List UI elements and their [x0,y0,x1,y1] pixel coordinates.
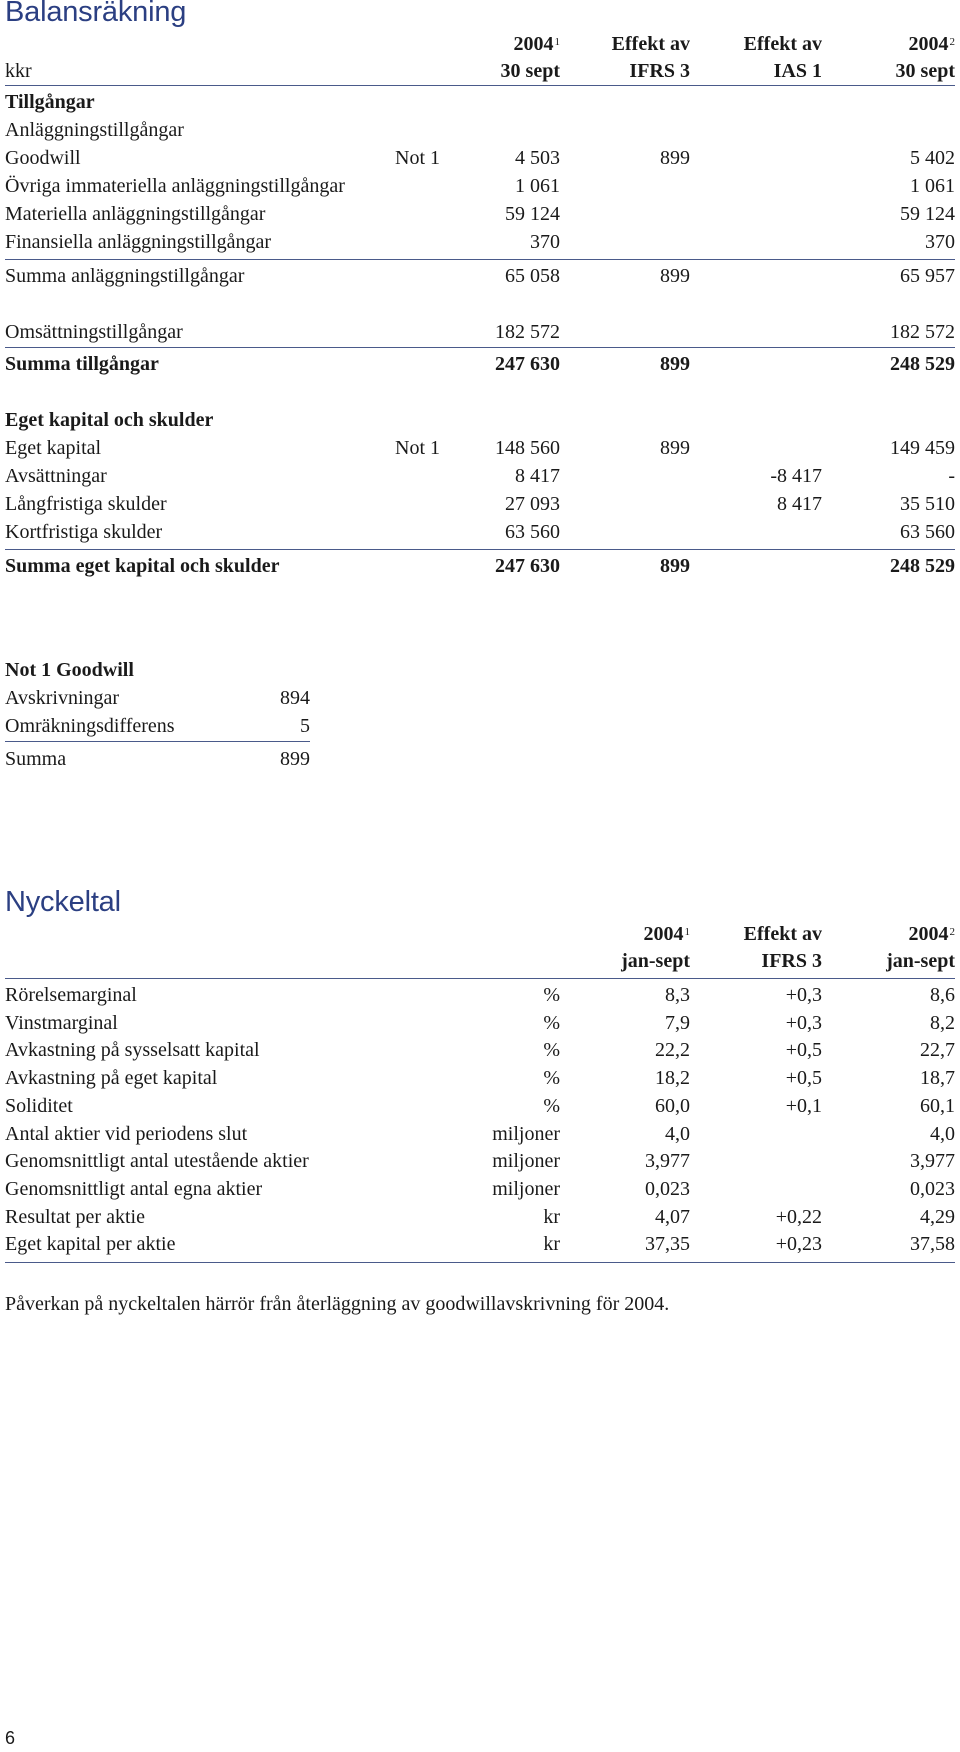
balance-sheet-title: Balansräkning [5,0,187,28]
row-label: Rörelsemarginal [5,984,137,1006]
ratio-unit: % [543,1039,560,1062]
total-row [5,552,955,580]
row-value: 899 [280,748,310,770]
row-label: Eget kapital [5,437,102,459]
row-label: Finansiella anläggningstillgångar [5,231,272,253]
cell-col4: 35 510 [900,493,955,515]
balance-header-row-1 [5,30,955,58]
row-label: Goodwill [5,147,81,169]
cell-col2: +0,22 [775,1205,822,1228]
ratios-col1-footnote-mark: 1 [684,926,690,938]
unit-label: kkr [5,60,32,82]
note1-divider [5,741,310,742]
ratios-header-row-1 [5,920,955,948]
col1-date: 30 sept [500,60,560,82]
cell-col3: 0,023 [910,1177,955,1200]
cell-col4: 248 529 [890,555,955,577]
note-reference: Not 1 [395,147,440,169]
cell-col2: 899 [660,353,690,375]
row-label: Avkastning på eget kapital [5,1067,218,1090]
cell-col1: 60,0 [655,1094,690,1117]
row-label: Omsättningstillgångar [5,321,183,343]
cell-col3: 8,2 [930,1011,955,1034]
ratios-col2-subheader: IFRS 3 [761,950,822,972]
note1-row [5,712,955,740]
table-row [5,200,955,228]
note1-row [5,684,955,712]
table-row [5,172,955,200]
cell-col1: 8,3 [665,984,690,1006]
footnote: Påverkan på nyckeltalen härrör från återläggning av goodwillavskrivning för 2004. [5,1293,670,1315]
row-label: Omräkningsdifferens [5,715,175,737]
col4-footnote-mark: 2 [949,36,955,48]
cell-col1: 37,35 [645,1233,690,1256]
cell-col3: 4,29 [920,1205,955,1228]
cell-col2: 899 [660,437,690,459]
header-divider [5,85,955,86]
total-divider [5,549,955,550]
balance-header-row-2 [5,57,955,85]
cell-col2: +0,5 [785,1067,822,1090]
cell-col1: 4,0 [665,1122,690,1145]
ratio-unit: % [543,1067,560,1090]
table-row [5,518,955,546]
table-row [5,228,955,256]
cell-col2: +0,3 [785,984,822,1006]
table-row [5,318,955,346]
table-row [5,144,955,172]
row-value: 5 [300,715,310,737]
ratio-row [5,1147,955,1175]
ratios-col1-year: 2004 [643,923,684,945]
section-assets-label: Tillgångar [5,91,95,113]
row-label: Summa anläggningstillgångar [5,265,245,287]
cell-col1: 4,07 [655,1205,690,1228]
cell-col1: 59 124 [505,203,560,225]
col2-header: Effekt av [611,33,690,55]
total-divider [5,347,955,348]
cell-col1: 182 572 [495,321,560,343]
section-equity-liabilities-label: Eget kapital och skulder [5,409,214,431]
ratio-row [5,1230,955,1258]
cell-col2: 899 [660,555,690,577]
total-row [5,350,955,378]
ratio-row [5,1203,955,1231]
cell-col1: 4 503 [515,147,560,169]
cell-col1: 247 630 [495,353,560,375]
cell-col1: 3,977 [645,1150,690,1173]
note1-title-row [5,656,955,684]
ratio-row [5,981,955,1009]
cell-col3: -8 417 [770,465,822,487]
ratio-row [5,1120,955,1148]
col4-year: 2004 [908,33,949,55]
row-label: Soliditet [5,1094,73,1117]
cell-col1: 27 093 [505,493,560,515]
cell-col1: 18,2 [655,1067,690,1090]
table-row [5,490,955,518]
cell-col1: 63 560 [505,521,560,543]
cell-col3: 60,1 [920,1094,955,1117]
cell-col2: 899 [660,147,690,169]
ratios-bottom-divider [5,1262,955,1263]
cell-col2: +0,5 [785,1039,822,1062]
row-label: Avsättningar [5,465,107,487]
row-value: 894 [280,687,310,709]
row-label: Kortfristiga skulder [5,521,163,543]
cell-col4: 63 560 [900,521,955,543]
row-label: Summa tillgångar [5,353,159,375]
cell-col1: 22,2 [655,1039,690,1062]
row-label: Avkastning på sysselsatt kapital [5,1039,260,1062]
row-label: Övriga immateriella anläggningstillgångar [5,175,345,197]
row-label: Summa eget kapital och skulder [5,555,280,577]
row-label: Avskrivningar [5,687,120,709]
ratios-header-row-2 [5,947,955,975]
cell-col4: 59 124 [900,203,955,225]
ratio-unit: miljoner [492,1122,560,1145]
col2-subheader: IFRS 3 [629,60,690,82]
subtotal-row [5,262,955,290]
cell-col1: 247 630 [495,555,560,577]
col3-header: Effekt av [743,33,822,55]
ratio-unit: % [543,984,560,1006]
ratios-col1-period: jan-sept [621,950,690,972]
subsection-fixed-assets-label: Anläggningstillgångar [5,119,184,141]
subsection-fixed-assets [5,116,955,144]
cell-col4: 149 459 [890,437,955,459]
col4-date: 30 sept [895,60,955,82]
ratios-col2-header: Effekt av [743,923,822,945]
ratio-row [5,1009,955,1037]
ratio-unit: % [543,1011,560,1034]
col1-footnote-mark: 1 [554,36,560,48]
cell-col3: 8,6 [930,984,955,1006]
note1-row [5,745,955,773]
section-equity-liabilities [5,406,955,434]
row-label: Långfristiga skulder [5,493,167,515]
cell-col3: 22,7 [920,1039,955,1062]
row-label: Genomsnittligt antal utestående aktier [5,1150,309,1173]
ratio-unit: kr [543,1205,560,1228]
key-ratios-title: Nyckeltal [5,886,121,918]
cell-col4: 5 402 [910,147,955,169]
col3-subheader: IAS 1 [773,60,822,82]
table-row [5,434,955,462]
cell-col1: 1 061 [515,175,560,197]
ratio-unit: miljoner [492,1150,560,1173]
cell-col3: 4,0 [930,1122,955,1145]
row-label: Genomsnittligt antal egna aktier [5,1177,263,1200]
cell-col1: 7,9 [665,1011,690,1034]
ratio-unit: % [543,1094,560,1117]
cell-col4: - [948,465,955,487]
note-reference: Not 1 [395,437,440,459]
ratio-row [5,1064,955,1092]
ratio-row [5,1092,955,1120]
ratios-col3-period: jan-sept [886,950,955,972]
subtotal-divider [5,259,955,260]
cell-col4: 1 061 [910,175,955,197]
cell-col1: 8 417 [515,465,560,487]
cell-col2: +0,23 [775,1233,822,1256]
cell-col2: +0,3 [785,1011,822,1034]
row-label: Antal aktier vid periodens slut [5,1122,248,1145]
section-assets [5,88,955,116]
row-label: Materiella anläggningstillgångar [5,203,266,225]
cell-col1: 65 058 [505,265,560,287]
ratio-row [5,1036,955,1064]
ratio-unit: kr [543,1233,560,1256]
cell-col4: 248 529 [890,353,955,375]
cell-col3: 37,58 [910,1233,955,1256]
cell-col4: 65 957 [900,265,955,287]
page-number: 6 [5,1728,16,1748]
row-label: Summa [5,748,67,770]
cell-col3: 8 417 [777,493,822,515]
note1-title: Not 1 Goodwill [5,659,134,681]
cell-col1: 148 560 [495,437,560,459]
ratios-col3-year: 2004 [908,923,949,945]
cell-col3: 3,977 [910,1150,955,1173]
col1-year: 2004 [513,33,554,55]
ratio-unit: miljoner [492,1177,560,1200]
cell-col1: 370 [530,231,560,253]
ratio-row [5,1175,955,1203]
row-label: Eget kapital per aktie [5,1233,176,1256]
cell-col4: 370 [925,231,955,253]
cell-col4: 182 572 [890,321,955,343]
cell-col2: 899 [660,265,690,287]
cell-col2: +0,1 [785,1094,822,1117]
table-row [5,462,955,490]
row-label: Resultat per aktie [5,1205,145,1228]
row-label: Vinstmarginal [5,1011,118,1034]
cell-col1: 0,023 [645,1177,690,1200]
ratios-header-divider [5,978,955,979]
cell-col3: 18,7 [920,1067,955,1090]
ratios-col3-footnote-mark: 2 [949,926,955,938]
